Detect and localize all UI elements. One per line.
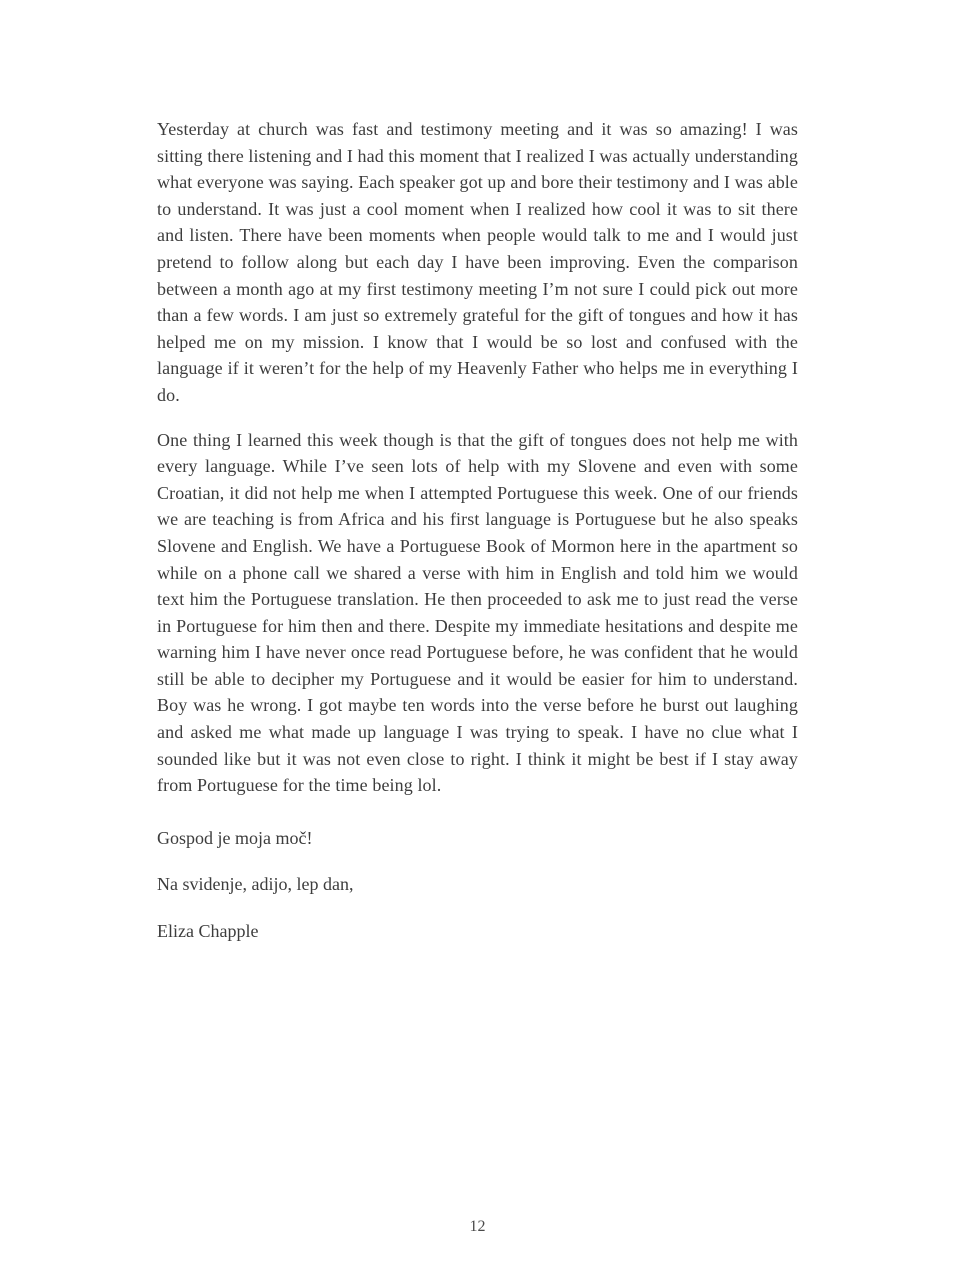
closing-block: [157, 825, 798, 945]
closing-motto: Gospod je moja moč!: [157, 827, 313, 848]
text-block: [157, 116, 798, 965]
page-number: 12: [469, 1218, 486, 1235]
paragraph-testimony-meeting: Yesterday at church was fast and testimony meeting and it was so amazing! I was sitting there listening and I had this moment that I realized I was actually understanding what everyone was saying. Each speaker got up and bore their testimony and I was able to understand. It was just a cool moment when I realized how cool it was to sit there and listen. There have been moments when people would talk to me and I would just pretend to follow along but each day I have been improving. Even the comparison between a month ago at my first testimony meeting I’m not sure I could pick out more than a few words. I am just so extremely grateful for the gift of tongues and how it has helped me on my mission. I know that I would be so lost and confused with the language if it weren’t for the help of my Heavenly Father who helps me in everything I do.: [157, 119, 798, 405]
paragraph-gift-of-tongues: One thing I learned this week though is that the gift of tongues does not help me with every language. While I’ve seen lots of help with my Slovene and even with some Croatian, it did not help me when I attempted Portuguese this week. One of our friends we are teaching is from Africa and his first language is Portuguese but he also speaks Slovene and English. We have a Portuguese Book of Mormon here in the apartment so while on a phone call we shared a verse with him in English and told him we would text him the Portuguese translation. He then proceeded to ask me to just read the verse in Portuguese for him then and there. Despite my immediate hesitations and despite me warning him I have never once read Portuguese before, he was confident that he would still be able to decipher my Portuguese and it would be easier for him to understand. Boy was he wrong. I got maybe ten words into the verse before he burst out laughing and asked me what made up language I was trying to speak. I have no clue what I sounded like but it was not even close to right. I think it might be best if I stay away from Portuguese for the time being lol.: [157, 429, 798, 796]
page-footer: [157, 1218, 798, 1236]
closing-farewell: Na svidenje, adijo, lep dan,: [157, 874, 354, 895]
closing-signature: Eliza Chapple: [157, 921, 259, 942]
